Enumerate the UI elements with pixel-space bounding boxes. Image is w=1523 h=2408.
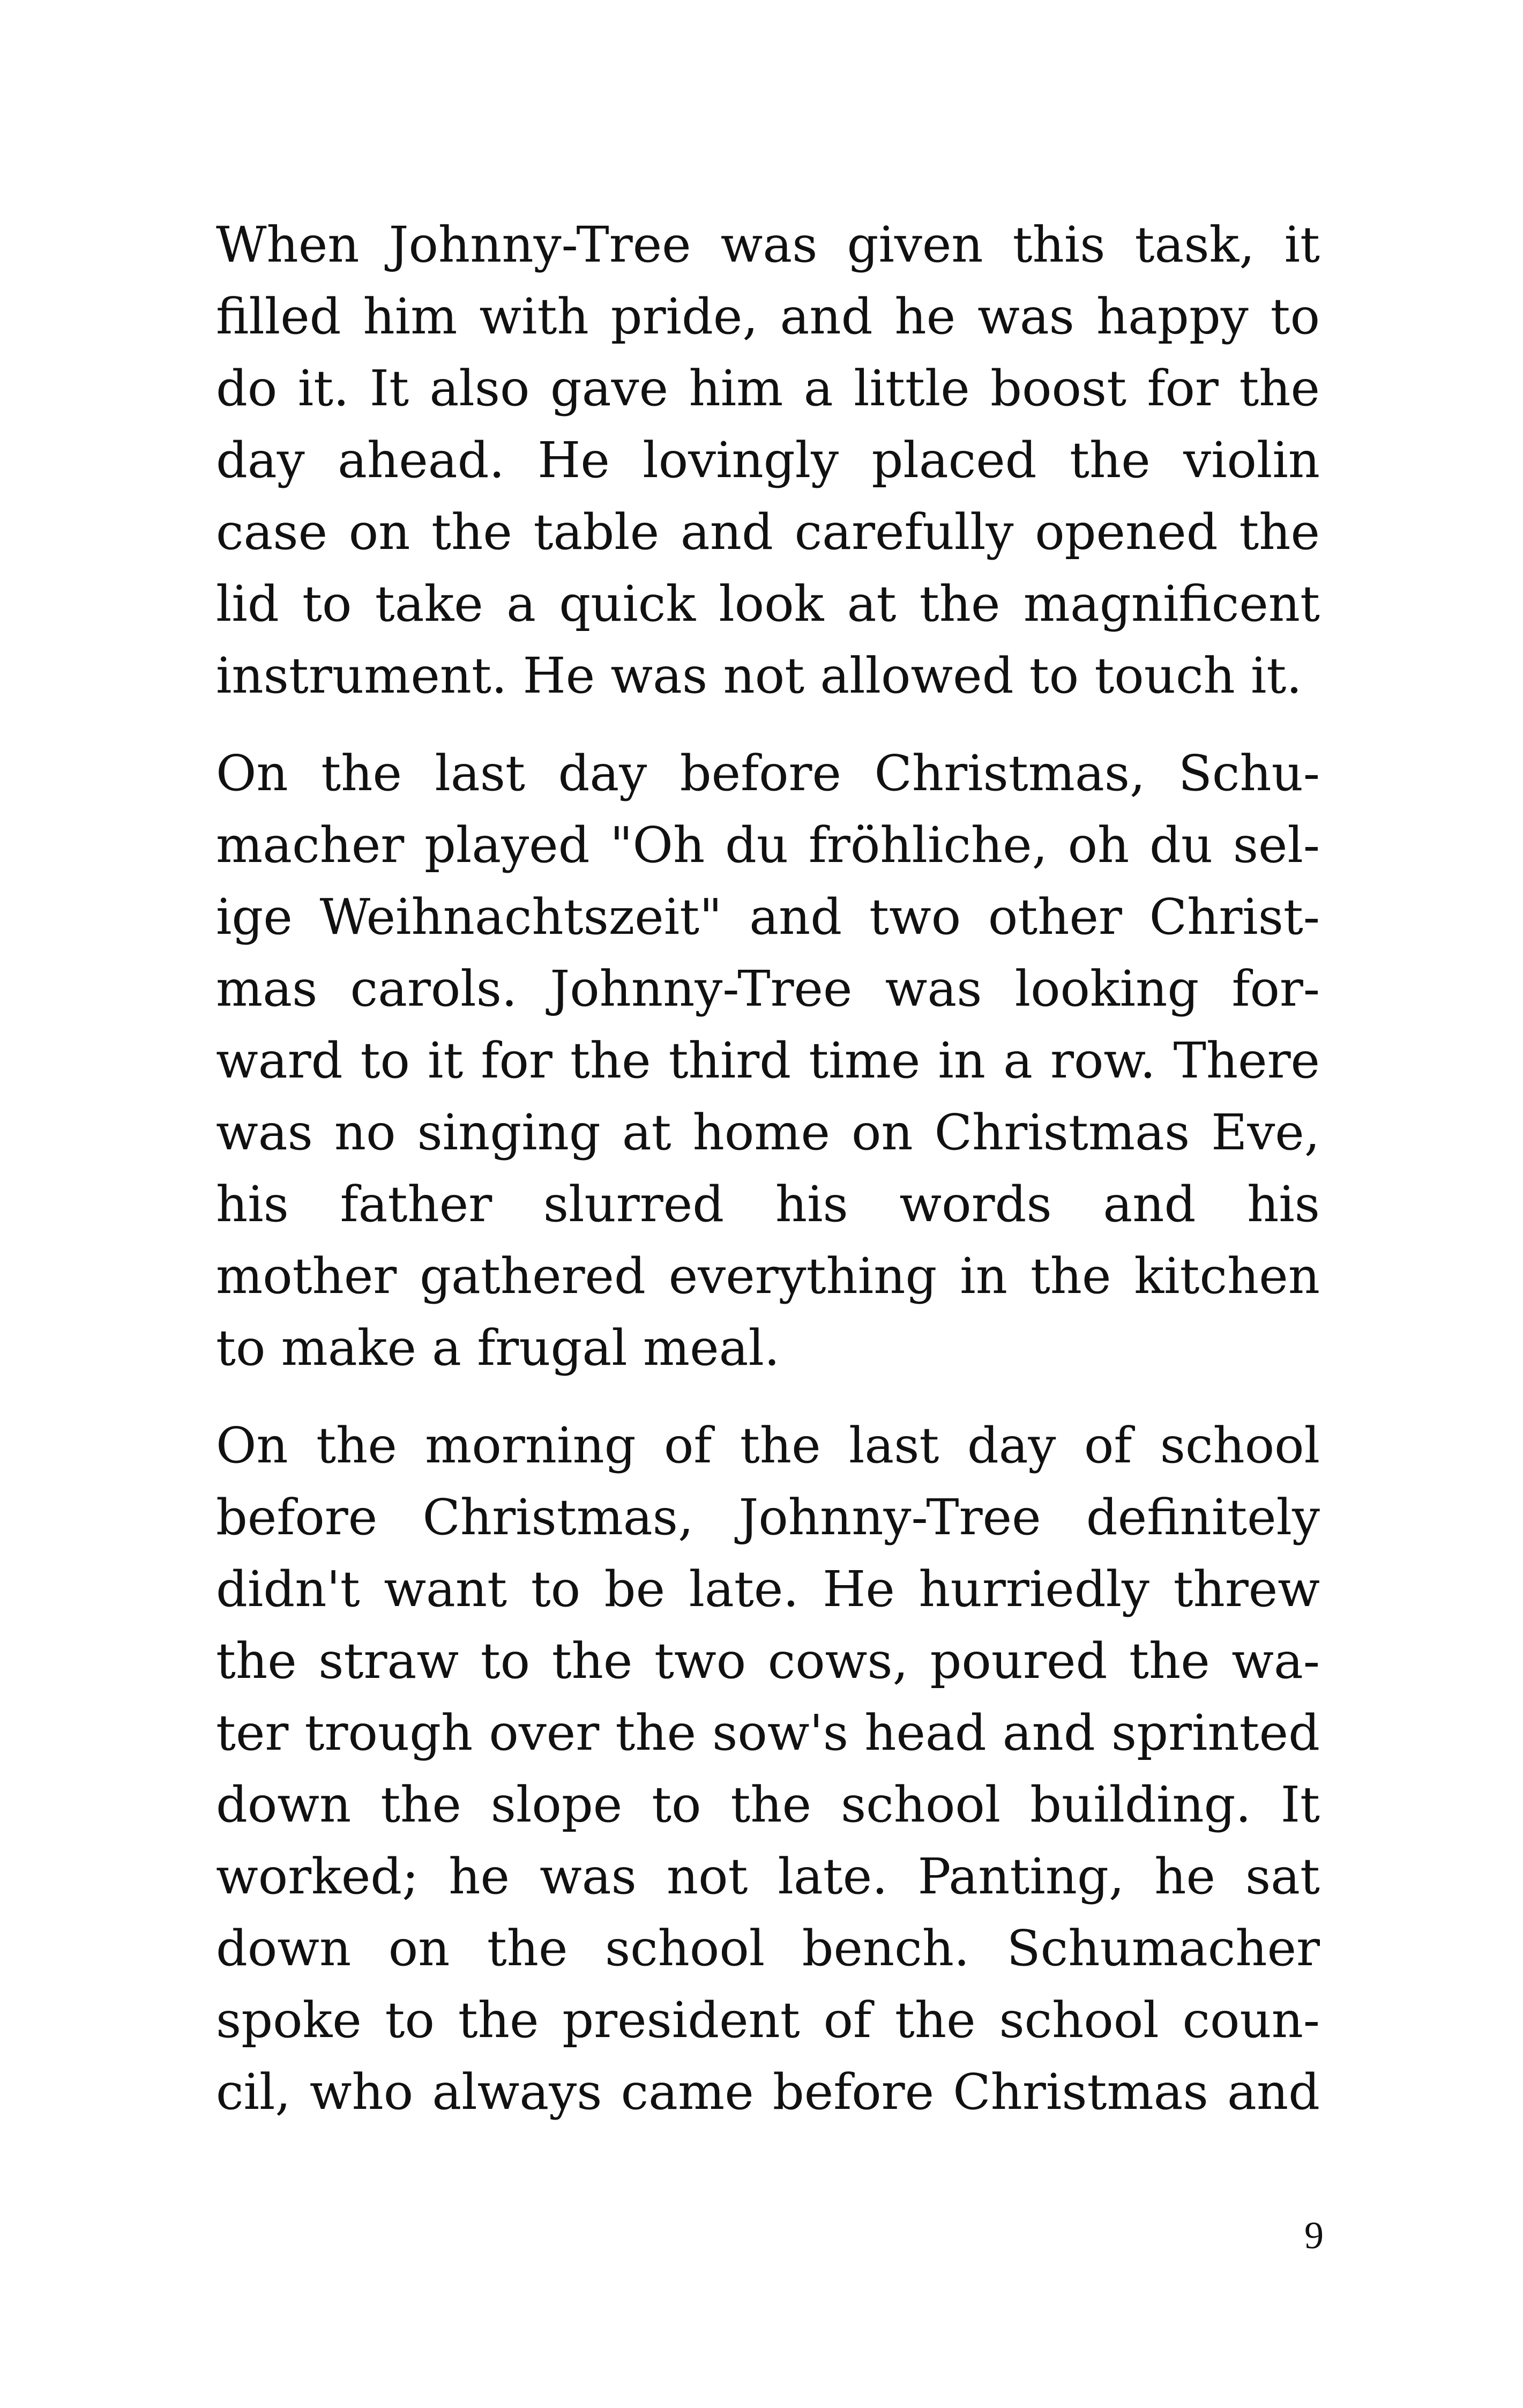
text-line: cil, who always came before Christmas and (216, 2063, 1320, 2121)
text-line: to make a frugal meal. (216, 1319, 780, 1377)
text-line: On the last day before Christmas, Schu- (216, 745, 1320, 802)
page-number: 9 (1304, 2214, 1324, 2257)
text-line: his father slurred his words and his (216, 1176, 1320, 1233)
text-line: case on the table and carefully opened the (216, 503, 1320, 561)
text-line: worked; he was not late. Panting, he sat (216, 1848, 1320, 1905)
text-line: didn't want to be late. He hurriedly threw (216, 1560, 1320, 1618)
text-line: spoke to the president of the school coun- (216, 1991, 1320, 2049)
text-line: ter trough over the sow's head and sprinted (216, 1704, 1320, 1762)
text-line: When Johnny-Tree was given this task, it (216, 216, 1320, 273)
text-line: mas carols. Johnny-Tree was looking for- (216, 960, 1320, 1017)
text-line: On the morning of the last day of school (216, 1417, 1320, 1474)
text-line: lid to take a quick look at the magnificent (216, 575, 1320, 633)
body-text (216, 209, 1320, 2154)
paragraph-3 (216, 1410, 1320, 2128)
text-line: before Christmas, Johnny-Tree definitely (216, 1489, 1320, 1546)
text-line: instrument. He was not allowed to touch it. (216, 647, 1302, 704)
text-line: day ahead. He lovingly placed the violin (216, 432, 1320, 489)
text-line: down on the school bench. Schumacher (216, 1920, 1320, 1977)
paragraph-1 (216, 209, 1320, 712)
text-line: the straw to the two cows, poured the wa- (216, 1632, 1320, 1690)
text-line: ward to it for the third time in a row. There (216, 1032, 1320, 1089)
text-line: macher played "Oh du fröhliche, oh du sel- (216, 816, 1320, 874)
text-line: was no singing at home on Christmas Eve, (216, 1104, 1320, 1161)
text-line: do it. It also gave him a little boost for the (216, 360, 1320, 417)
text-line: down the slope to the school building. It (216, 1776, 1320, 1833)
text-line: mother gathered everything in the kitchen (216, 1247, 1320, 1305)
paragraph-2 (216, 738, 1320, 1384)
text-line: filled him with pride, and he was happy to (216, 288, 1320, 345)
text-line: ige Weihnachtszeit" and two other Christ- (216, 888, 1320, 946)
